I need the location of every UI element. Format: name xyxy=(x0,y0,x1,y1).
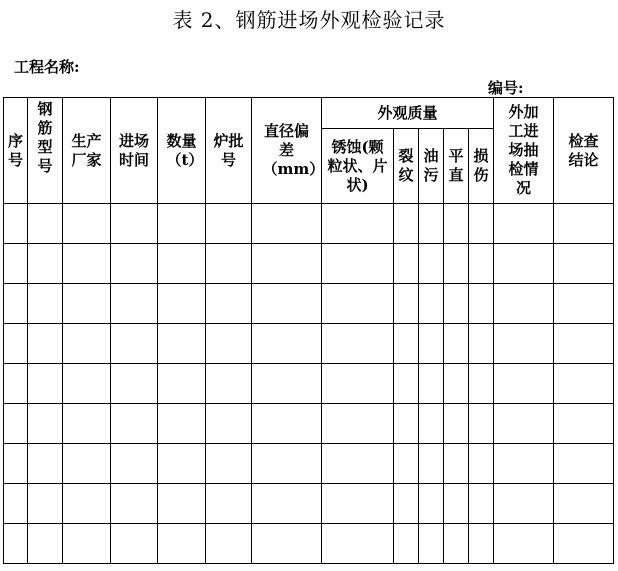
header-heat-batch: 炉批号 xyxy=(206,98,252,204)
header-diameter-deviation: 直径偏差（mm） xyxy=(252,98,322,204)
header-processing-check: 外加工进场抽检情况 xyxy=(494,98,554,204)
table-row xyxy=(4,284,614,324)
inspection-record-table xyxy=(3,97,614,564)
table-row xyxy=(4,524,614,564)
table-row xyxy=(4,364,614,404)
table-row xyxy=(4,444,614,484)
table-row xyxy=(4,204,614,244)
project-name-label: 工程名称: xyxy=(14,58,80,76)
header-corrosion: 锈蚀(颗粒状、片状) xyxy=(322,129,394,204)
table-row xyxy=(4,404,614,444)
header-quantity: 数量（t） xyxy=(158,98,206,204)
document-title: 表 2、钢筋进场外观检验记录 xyxy=(172,8,446,32)
table-row xyxy=(4,324,614,364)
header-seq: 序号 xyxy=(4,98,28,204)
header-entry-time: 进场时间 xyxy=(111,98,158,204)
header-straightness: 平直 xyxy=(444,129,469,204)
table-row xyxy=(4,244,614,284)
header-appearance-quality: 外观质量 xyxy=(322,98,494,129)
number-label: 编号: xyxy=(488,79,524,97)
header-crack: 裂纹 xyxy=(394,129,419,204)
header-conclusion: 检查结论 xyxy=(554,98,614,204)
header-row-1 xyxy=(4,98,614,129)
header-rebar-type: 钢筋型号 xyxy=(28,98,63,204)
header-damage: 损伤 xyxy=(469,129,494,204)
header-oil-stain: 油污 xyxy=(419,129,444,204)
header-manufacturer: 生产厂家 xyxy=(63,98,111,204)
table-row xyxy=(4,484,614,524)
